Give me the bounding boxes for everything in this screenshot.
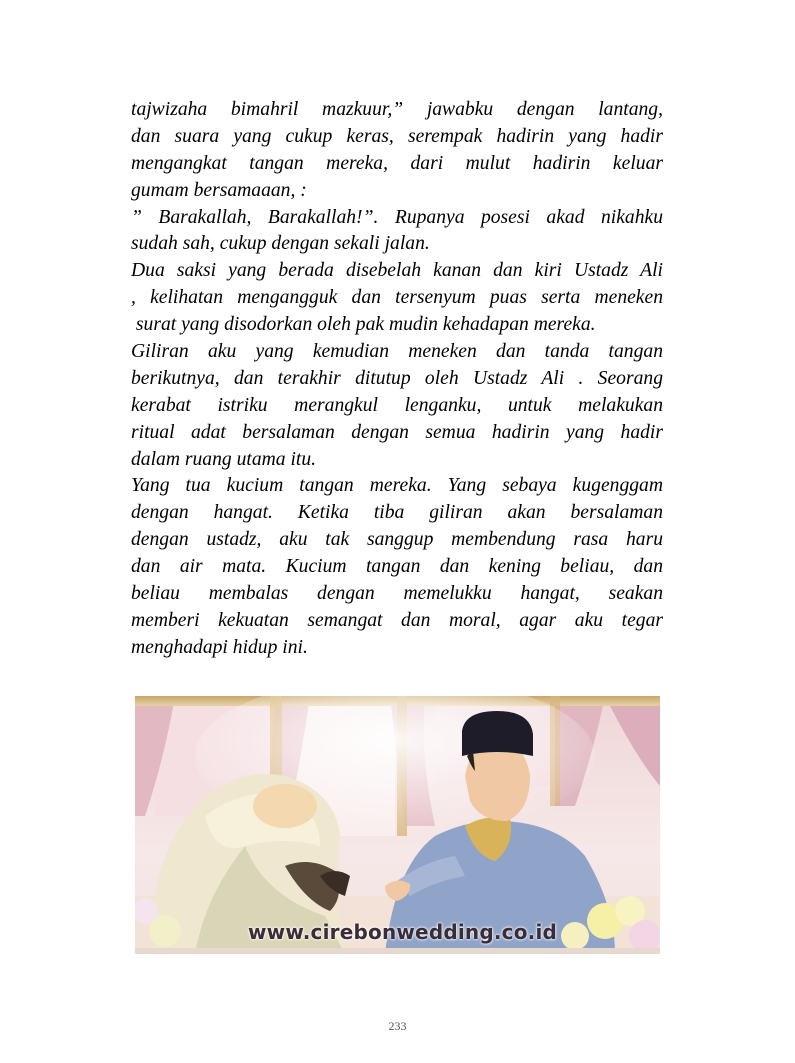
text-line: ” Barakallah, Barakallah!”. Rupanya posesi akad nikahku: [131, 206, 663, 228]
text-line: Dua saksi yang berada disebelah kanan dan kiri Ustadz Ali: [131, 260, 663, 282]
text-line: kerabat istriku merangkul lenganku, untuk melakukan: [131, 394, 663, 416]
text-line: memberi kekuatan semangat dan moral, agar aku tegar: [131, 609, 663, 631]
text-line: dalam ruang utama itu.: [131, 448, 317, 470]
text-line: gumam bersamaaan, :: [131, 179, 307, 201]
wedding-scene-image: [135, 696, 660, 954]
text-line: mengangkat tangan mereka, dari mulut hadirin keluar: [131, 152, 663, 174]
text-line: Giliran aku yang kemudian meneken dan tanda tangan: [131, 341, 663, 363]
text-line: dengan hangat. Ketika tiba giliran akan bersalaman: [131, 502, 663, 524]
body-text: [131, 97, 663, 662]
text-line: dan suara yang cukup keras, serempak hadirin yang hadir: [131, 125, 663, 147]
text-line: tajwizaha bimahril mazkuur,” jawabku dengan lantang,: [131, 99, 663, 120]
page-number: 233: [388, 1019, 407, 1033]
text-line: menghadapi hidup ini.: [131, 636, 308, 658]
text-line: , kelihatan mengangguk dan tersenyum puas serta meneken: [131, 287, 663, 309]
text-line: dengan ustadz, aku tak sanggup membendung rasa haru: [131, 529, 663, 551]
text-line: beliau membalas dengan memelukku hangat, seakan: [131, 583, 663, 605]
text-line: Yang tua kucium tangan mereka. Yang sebaya kugenggam: [131, 475, 663, 497]
text-line: sudah sah, cukup dengan sekali jalan.: [131, 233, 430, 255]
wedding-illustration: [135, 696, 660, 954]
text-line: ritual adat bersalaman dengan semua hadirin yang hadir: [131, 421, 663, 443]
text-line: surat yang disodorkan oleh pak mudin kehadapan mereka.: [131, 314, 596, 336]
text-line: berikutnya, dan terakhir ditutup oleh Ustadz Ali . Seorang: [131, 367, 663, 389]
text-line: dan air mata. Kucium tangan dan kening beliau, dan: [131, 556, 663, 578]
watermark-text: www.cirebonwedding.co.id: [248, 920, 558, 944]
